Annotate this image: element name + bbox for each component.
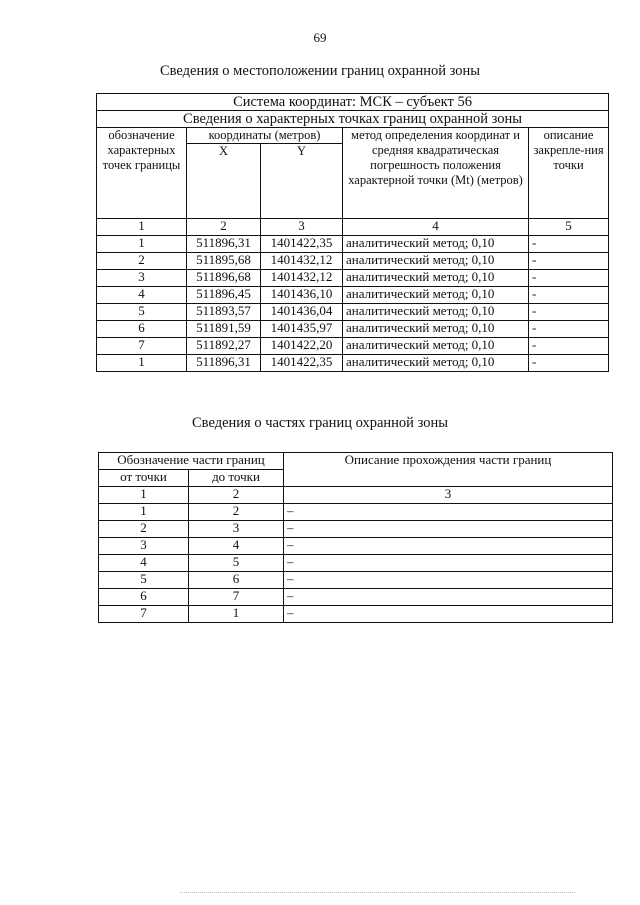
- x-cell: 511896,31: [187, 236, 261, 253]
- y-header: Y: [261, 144, 343, 219]
- description-cell: -: [529, 321, 609, 338]
- to-point-cell: 5: [189, 555, 284, 572]
- x-cell: 511896,31: [187, 355, 261, 372]
- x-cell: 511893,57: [187, 304, 261, 321]
- table-row: [97, 355, 609, 372]
- to-point-cell: 6: [189, 572, 284, 589]
- part-description-cell: –: [284, 504, 613, 521]
- coordinate-system-row: [97, 94, 609, 111]
- table-subtitle-cell: Сведения о характерных точках границ охранной зоны: [97, 111, 609, 128]
- to-point-cell: 7: [189, 589, 284, 606]
- description-cell: -: [529, 287, 609, 304]
- coordinate-system-cell: Система координат: МСК – субъект 56: [97, 94, 609, 111]
- method-cell: аналитический метод; 0,10: [343, 338, 529, 355]
- y-cell: 1401436,04: [261, 304, 343, 321]
- part-description-cell: –: [284, 538, 613, 555]
- parts-header-row-1: [99, 453, 613, 470]
- column-number: 4: [343, 219, 529, 236]
- table-row: [97, 253, 609, 270]
- designation-header: обозначение характерных точек границы: [97, 128, 187, 219]
- part-description-cell: –: [284, 521, 613, 538]
- table-row: [99, 504, 613, 521]
- point-cell: 7: [97, 338, 187, 355]
- section-title-boundaries: Сведения о местоположении границ охранной зоны: [159, 63, 480, 79]
- method-cell: аналитический метод; 0,10: [343, 304, 529, 321]
- points-table: [96, 93, 609, 372]
- y-cell: 1401422,35: [261, 236, 343, 253]
- column-number: 1: [99, 487, 189, 504]
- x-header: X: [187, 144, 261, 219]
- point-cell: 5: [97, 304, 187, 321]
- parts-column-numbers-row: [99, 487, 613, 504]
- part-description-header: Описание прохождения части границ: [284, 453, 613, 487]
- from-point-cell: 5: [99, 572, 189, 589]
- y-cell: 1401432,12: [261, 270, 343, 287]
- to-point-cell: 4: [189, 538, 284, 555]
- part-description-cell: –: [284, 572, 613, 589]
- page-number: 69: [313, 30, 327, 45]
- method-cell: аналитический метод; 0,10: [343, 236, 529, 253]
- from-point-cell: 3: [99, 538, 189, 555]
- from-point-cell: 2: [99, 521, 189, 538]
- method-cell: аналитический метод; 0,10: [343, 270, 529, 287]
- point-cell: 3: [97, 270, 187, 287]
- column-number: 2: [187, 219, 261, 236]
- table-row: [99, 589, 613, 606]
- to-point-header: до точки: [189, 470, 284, 487]
- method-cell: аналитический метод; 0,10: [343, 355, 529, 372]
- header-row-1: [97, 128, 609, 144]
- table-row: [97, 338, 609, 355]
- table-row: [97, 270, 609, 287]
- part-designation-header: Обозначение части границ: [99, 453, 284, 470]
- description-cell: -: [529, 338, 609, 355]
- footer-divider: [180, 892, 575, 893]
- from-point-cell: 7: [99, 606, 189, 623]
- to-point-cell: 2: [189, 504, 284, 521]
- description-cell: -: [529, 304, 609, 321]
- x-cell: 511892,27: [187, 338, 261, 355]
- part-description-cell: –: [284, 589, 613, 606]
- method-header: метод определения координат и средняя квадратическая погрешность положения характерной точки (Mt) (метров): [343, 128, 529, 219]
- table-row: [99, 555, 613, 572]
- to-point-cell: 3: [189, 521, 284, 538]
- table-row: [99, 538, 613, 555]
- to-point-cell: 1: [189, 606, 284, 623]
- column-number: 1: [97, 219, 187, 236]
- table-subtitle-row: [97, 111, 609, 128]
- y-cell: 1401436,10: [261, 287, 343, 304]
- method-cell: аналитический метод; 0,10: [343, 253, 529, 270]
- column-numbers-row: [97, 219, 609, 236]
- point-cell: 1: [97, 236, 187, 253]
- from-point-header: от точки: [99, 470, 189, 487]
- x-cell: 511896,68: [187, 270, 261, 287]
- table-row: [99, 521, 613, 538]
- y-cell: 1401435,97: [261, 321, 343, 338]
- method-cell: аналитический метод; 0,10: [343, 321, 529, 338]
- table-row: [97, 304, 609, 321]
- description-cell: -: [529, 253, 609, 270]
- table-row: [97, 287, 609, 304]
- point-cell: 6: [97, 321, 187, 338]
- from-point-cell: 6: [99, 589, 189, 606]
- section-title-parts: Сведения о частях границ охранной зоны: [192, 415, 448, 431]
- table-row: [99, 606, 613, 623]
- part-description-cell: –: [284, 606, 613, 623]
- table-row: [97, 321, 609, 338]
- point-cell: 4: [97, 287, 187, 304]
- from-point-cell: 1: [99, 504, 189, 521]
- coordinates-header: координаты (метров): [187, 128, 343, 144]
- from-point-cell: 4: [99, 555, 189, 572]
- method-cell: аналитический метод; 0,10: [343, 287, 529, 304]
- description-cell: -: [529, 236, 609, 253]
- column-number: 3: [284, 487, 613, 504]
- point-cell: 1: [97, 355, 187, 372]
- parts-table: [98, 452, 613, 623]
- column-number: 5: [529, 219, 609, 236]
- description-header: описание закрепле-ния точки: [529, 128, 609, 219]
- y-cell: 1401422,35: [261, 355, 343, 372]
- point-cell: 2: [97, 253, 187, 270]
- x-cell: 511891,59: [187, 321, 261, 338]
- x-cell: 511895,68: [187, 253, 261, 270]
- y-cell: 1401422,20: [261, 338, 343, 355]
- column-number: 2: [189, 487, 284, 504]
- table-row: [99, 572, 613, 589]
- x-cell: 511896,45: [187, 287, 261, 304]
- description-cell: -: [529, 270, 609, 287]
- y-cell: 1401432,12: [261, 253, 343, 270]
- description-cell: -: [529, 355, 609, 372]
- table-row: [97, 236, 609, 253]
- column-number: 3: [261, 219, 343, 236]
- part-description-cell: –: [284, 555, 613, 572]
